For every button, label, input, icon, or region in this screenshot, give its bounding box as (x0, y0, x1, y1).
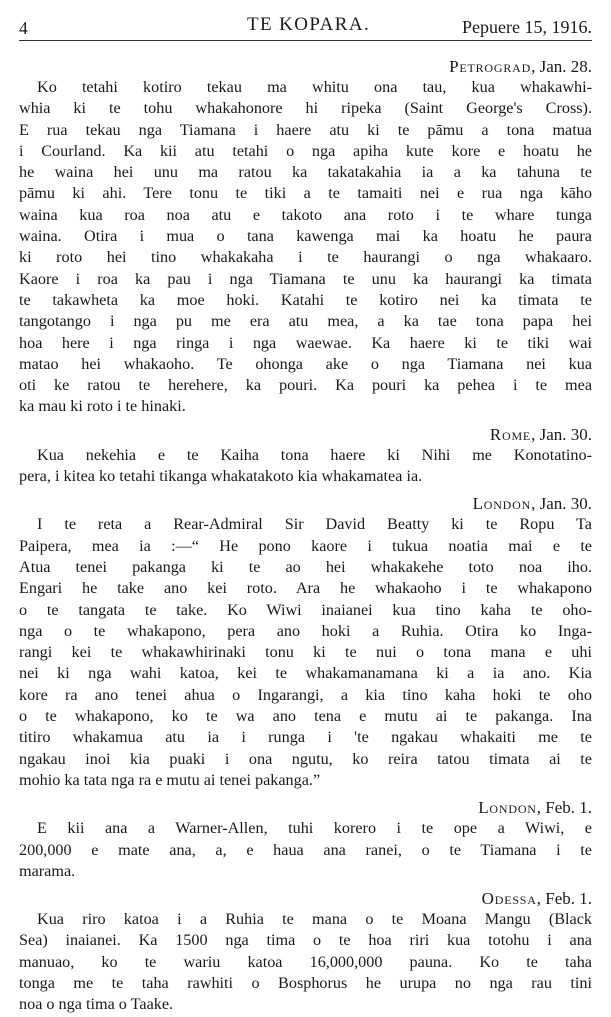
article-gap (19, 487, 592, 494)
article-gap (19, 418, 592, 425)
dateline-place: Rome (489, 424, 532, 444)
body-line: Engari he take ano kei roto. Ara he whakaoho i te whakapono (19, 579, 592, 598)
newspaper-title: TE KOPARA. (247, 14, 371, 35)
article-body (19, 77, 592, 418)
body-line: oti ke ratou te herehere, ka pouri. Ka pouri ka pehea i te mea (19, 376, 592, 395)
article (19, 889, 592, 1015)
page-number: 4 (19, 18, 28, 38)
body-line: mohio ka tata nga ra e mutu ai tenei pakanga.” (19, 770, 321, 789)
body-line: matao hei whakaoho. Te ohonga ake o nga Tiamana nei kua (19, 354, 592, 373)
body-line: Atua tenei pakanga ki te ao hei whakakehe toto noa iho. (19, 557, 592, 576)
body-line: nga o te whakapono, pera ano hoki a Ruhia. Otira ko Inga- (19, 621, 592, 640)
body-line: 200,000 e mate ana, a, e haua ana ranei, o te Tiamana i te (19, 840, 592, 859)
dateline-place: Petrograd (449, 57, 532, 76)
article-body (19, 514, 592, 791)
article-dateline (19, 494, 592, 514)
dateline-place: London (478, 798, 537, 818)
body-line: pāmu ki ahi. Tere tonu te tiki a te tamaiti nei e rua nga kāho (19, 184, 592, 203)
body-line: Kua nekehia e te Kaiha tona haere ki Nihi me Konotatino- (37, 445, 592, 464)
body-line: te takawheta ka moe hoki. Katahi te kotiro nei ka timata te (19, 290, 592, 309)
body-line: waina. Otira i mua o tana kawenga mai ka hoatu he paura (19, 227, 592, 246)
body-line: he waina hei unu ma ratou ka takatakahia ia a ka tahuna te (19, 163, 592, 182)
article-body (19, 909, 592, 1015)
article-dateline (19, 889, 592, 909)
article-gap (19, 882, 592, 889)
article (19, 798, 592, 882)
body-line: i Courland. Ka kii atu tetahi o nga apiha kute kore e hoatu he (19, 141, 592, 160)
body-line: ngakau inoi kia puaki i ona ngutu, ko reira tatou timata ai te (19, 749, 592, 768)
body-line: Sea) inaianei. Ka 1500 nga tima o te hoa riri kua totohu i ana (19, 931, 592, 950)
body-line: ka mau ki roto i te hinaki. (19, 397, 186, 416)
issue-date: Pepuere 15, 1916. (462, 17, 592, 37)
dateline-date: , Jan. 30. (531, 494, 592, 514)
article (19, 57, 592, 418)
article-dateline (19, 798, 592, 818)
page-header (19, 14, 592, 40)
article (19, 494, 592, 791)
dateline-place: London (472, 494, 532, 514)
dateline-date: , Jan. 30. (531, 424, 592, 444)
body-line: marama. (19, 861, 76, 880)
dateline-place: Odessa (481, 889, 537, 909)
body-line: Ko tetahi kotiro tekau ma whitu ona tau, kua whakawhi- (37, 78, 592, 96)
body-line: o te whakapono, ko te wa ano tena e mutu ai te pakanga. Ina (19, 707, 592, 726)
body-line: rangi kei te whakawhirinaki tonu ki te nui o tona mana e uhi (19, 643, 592, 662)
body-line: pera, i kitea ko tetahi tikanga whakatakoto kia whakamatea ia. (19, 467, 423, 486)
dateline-date: , Jan. 28. (531, 57, 592, 76)
body-line: tangotango i nga pu me era atu mea, a ka tae tona papa hei (19, 312, 592, 331)
body-line: Kua riro katoa i a Ruhia te mana o te Moana Mangu (Black (37, 910, 592, 929)
body-line: manuao, ko te wariu katoa 16,000,000 pauna. Ko te taha (19, 952, 592, 971)
body-line: titiro whakamua atu ia i runga i 'te ngakau whakaiti me te (19, 728, 592, 747)
body-line: E rua tekau nga Tiamana i haere atu ki te pāmu a tona matua (19, 120, 592, 139)
article-body (19, 818, 592, 882)
body-line: nei ki nga wahi katoa, kei te whakamanamana ki a ia ano. Kia (19, 664, 592, 683)
article-gap (19, 791, 592, 798)
body-line: I te reta a Rear-Admiral Sir David Beatty ki te Ropu Ta (37, 515, 592, 534)
body-line: noa o nga tima o Taake. (19, 995, 174, 1014)
body-line: tonga me te taha rawhiti o Bosphorus he urupa no nga rau tini (19, 973, 592, 992)
dateline-date: , Feb. 1. (536, 798, 592, 818)
body-line: E kii ana a Warner-Allen, tuhi korero i te ope a Wiwi, e (37, 819, 592, 838)
article (19, 425, 592, 488)
body-line: whia ki te tohu whakahonore hi ripeka (Saint George's Cross). (19, 99, 592, 118)
body-line: hoa here i nga ringa i nga waewae. Ka haere ki te tiki wai (19, 333, 592, 352)
article-body (19, 445, 592, 488)
body-line: o te tangata te take. Ko Wiwi inaianei kua tino kaha te oho- (19, 600, 592, 619)
body-line: Paipera, mea ia :—“ He pono kaore i tukua noatia mai e te (19, 536, 592, 555)
body-line: kore ra ano tenei ahua o Ingarangi, a kia tino kaha hoki te oho (19, 685, 592, 704)
header-rule (19, 40, 592, 41)
articles-column (19, 57, 592, 1016)
body-line: ki roto hei tino whakakaha i te haurangi o nga whakaaro. (19, 248, 592, 267)
dateline-date: , Feb. 1. (536, 889, 592, 909)
article-dateline (19, 425, 592, 445)
body-line: waina kua roa noa atu e takoto ana roto i te whare tunga (19, 205, 592, 224)
article-dateline (19, 57, 592, 77)
body-line: Kaore i roa ka pau i nga Tiamana te unu ka haurangi ka timata (19, 269, 592, 288)
